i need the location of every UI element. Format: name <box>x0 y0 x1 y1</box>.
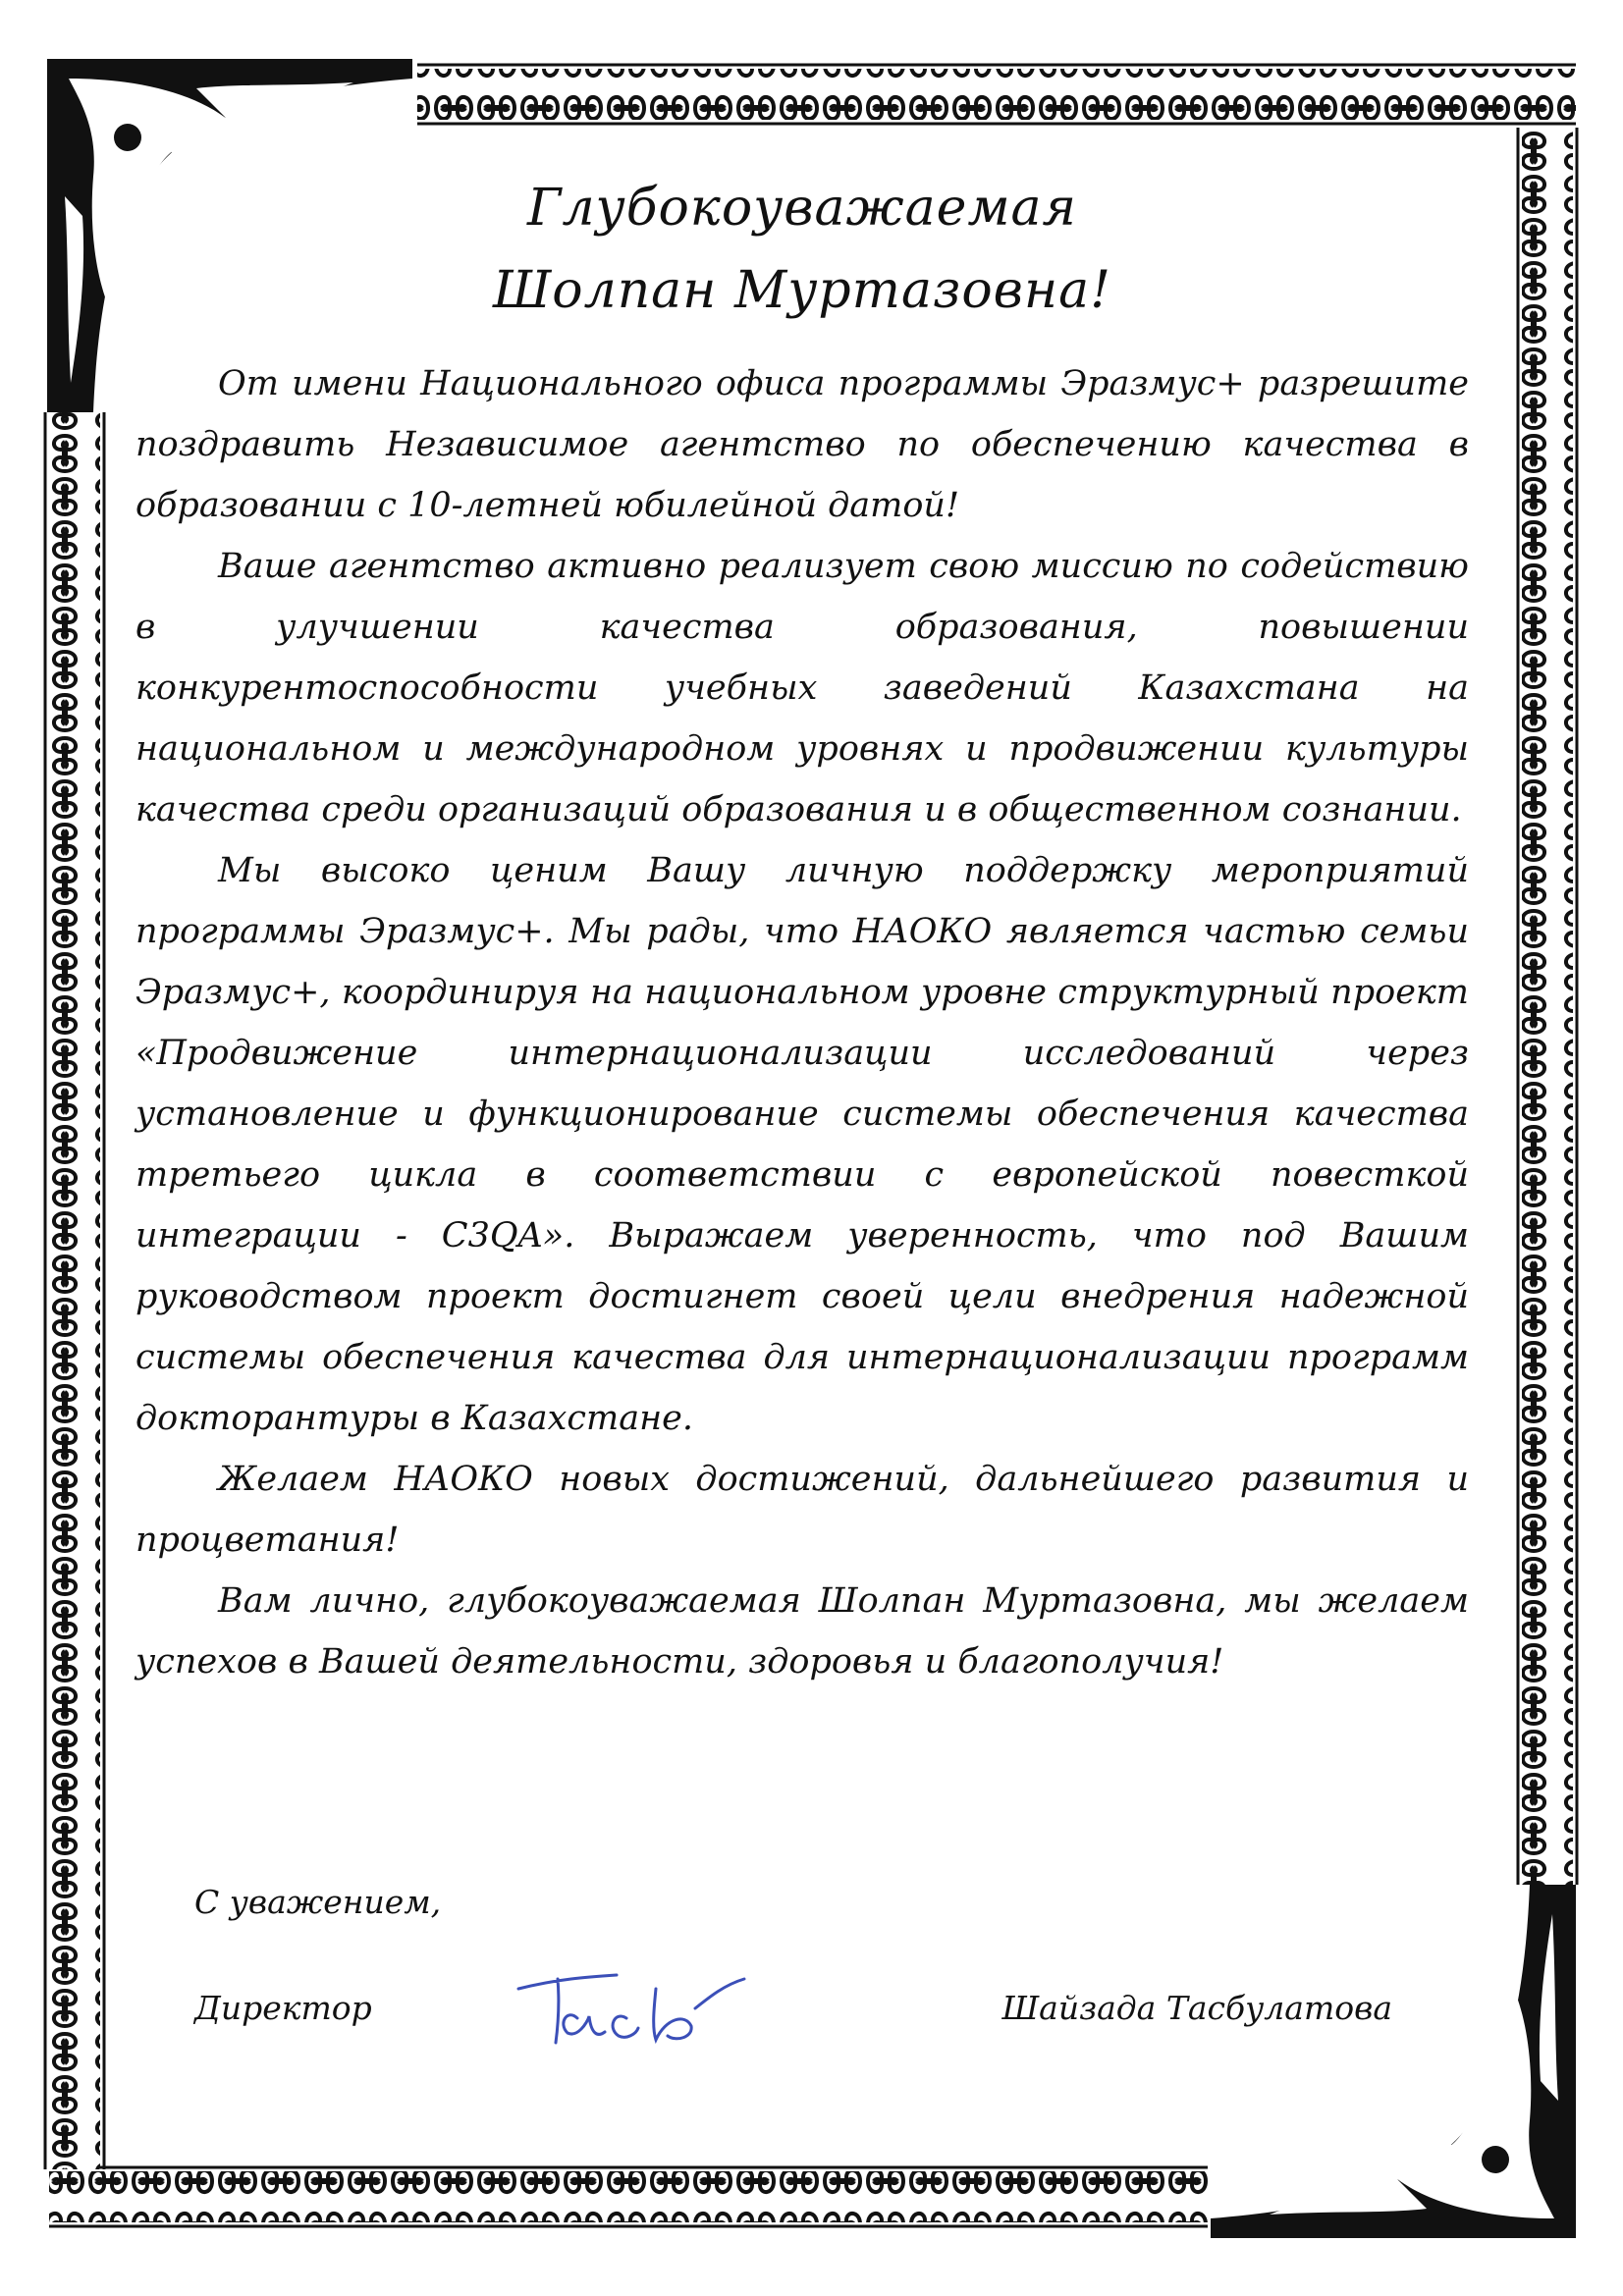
signer-role: Директор <box>194 1989 372 2027</box>
paragraph: От имени Национального офиса программы Эразмус+ разрешите поздравить Независимое агентство по обеспечению качества в образовании с 10-летней юбилейной датой! <box>135 364 1469 525</box>
letter-paragraphs <box>135 353 1469 1692</box>
signer-name: Шайзада Тасбулатова <box>1001 1989 1392 2027</box>
greeting-line-1: Глубокоуважаемая <box>527 179 1077 238</box>
corner-ornament-bottom-right <box>1211 1885 1576 2238</box>
handwritten-signature <box>499 1949 754 2057</box>
greeting-line-2: Шолпан Муртазовна! <box>492 261 1112 320</box>
paragraph: Вам лично, глубокоуважаемая Шолпан Муртазовна, мы желаем успехов в Вашей деятельности, здоровья и благополучия! <box>135 1581 1469 1682</box>
greeting-title <box>135 167 1469 332</box>
paragraph: Желаем НАОКО новых достижений, дальнейшего развития и процветания! <box>135 1460 1469 1560</box>
paragraph: Мы высоко ценим Вашу личную поддержку мероприятий программы Эразмус+. Мы рады, что НАОКО является частью семьи Эразмус+, координируя на национальном уровне структурный проект «Продвижение интернационализации исследований через установление и функционирование системы обеспечения качества третьего цикла в соответствии с европейской повесткой интеграции - C3QA». Выражаем уверенность, что под Вашим руководством проект достигнет своей цели внедрения надежной системы обеспечения качества для интернационализации программ докторантуры в Казахстане. <box>135 851 1469 1438</box>
closing-phrase: С уважением, <box>194 1883 442 1921</box>
paragraph: Ваше агентство активно реализует свою миссию по содействию в улучшении качества образования, повышении конкурентоспособности учебных заведений Казахстана на национальном и международном уровнях и продвижении культуры качества среди организаций образования и в общественном сознании. <box>135 547 1469 829</box>
signature-row <box>194 1989 1392 2057</box>
letter-body <box>135 167 1469 1692</box>
